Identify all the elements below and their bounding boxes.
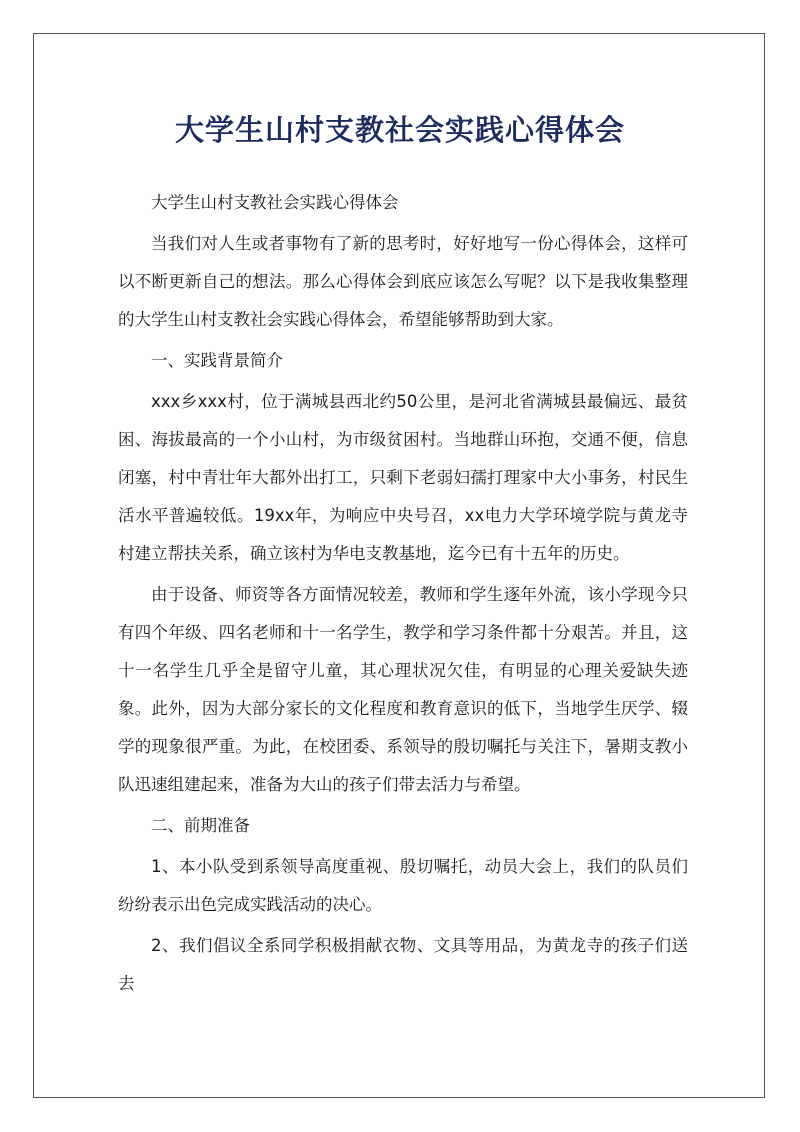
paragraph-intro: 当我们对人生或者事物有了新的思考时，好好地写一份心得体会，这样可以不断更新自己的想法。那么心得体会到底应该怎么写呢？以下是我收集整理的大学生山村支教社会实践心得体会，希望能够帮助到大家。: [118, 234, 688, 329]
paragraph-village-background: xxx乡xxx村，位于满城县西北约50公里，是河北省满城县最偏远、最贫困、海拔最高的一个小山村，为市级贫困村。当地群山环抱，交通不便，信息闭塞，村中青壮年大都外出打工，只剩下老弱妇孺打理家中大小事务，村民生活水平普遍较低。19xx年，为响应中央号召，xx电力大学环境学院与黄龙寺村建立帮扶关系，确立该村为华电支教基地，迄今已有十五年的历史。: [118, 392, 688, 563]
section-heading-background: 一、实践背景简介: [151, 351, 283, 370]
paragraph-subtitle: 大学生山村支教社会实践心得体会: [151, 193, 399, 212]
section-heading-preparation: 二、前期准备: [151, 816, 250, 835]
paragraph-preparation-2: 2、我们倡议全系同学积极捐献衣物、文具等用品，为黄龙寺的孩子们送去: [118, 936, 688, 993]
paragraph-school-situation: 由于设备、师资等各方面情况较差，教师和学生逐年外流，该小学现今只有四个年级、四名老师和十一名学生，教学和学习条件都十分艰苦。并且，这十一名学生几乎全是留守儿童，其心理状况欠佳，有明显的心理关爱缺失迹象。此外，因为大部分家长的文化程度和教育意识的低下，当地学生厌学、辍学的现象很严重。为此，在校团委、系领导的殷切嘱托与关注下，暑期支教小队迅速组建起来，准备为大山的孩子们带去活力与希望。: [118, 585, 688, 794]
paragraph-preparation-1: 1、本小队受到系领导高度重视、殷切嘱托，动员大会上，我们的队员们纷纷表示出色完成实践活动的决心。: [118, 857, 688, 914]
document-body: [118, 184, 688, 1003]
document-title: 大学生山村支教社会实践心得体会: [174, 113, 625, 147]
